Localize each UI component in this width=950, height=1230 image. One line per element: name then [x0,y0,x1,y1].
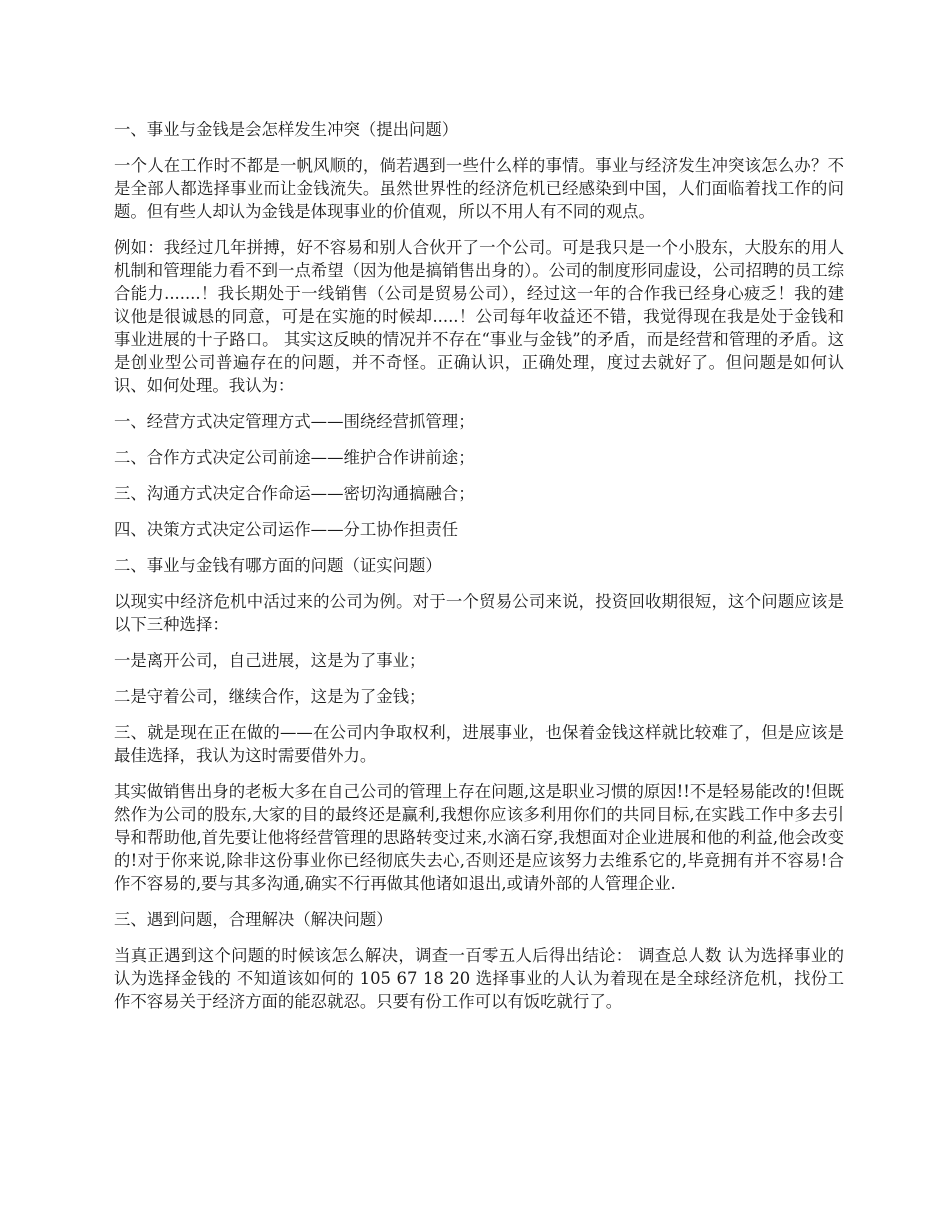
choice-1: 一是离开公司，自己进展，这是为了事业； [114,651,426,670]
list-item-4: 四、决策方式决定公司运作——分工协作担责任 [114,520,459,539]
list-item-3: 三、沟通方式决定合作命运——密切沟通搞融合； [114,484,475,503]
section-heading-2: 二、事业与金钱有哪方面的问题（证实问题） [114,556,442,575]
paragraph-case: 以现实中经济危机中活过来的公司为例。对于一个贸易公司来说，投资回收期很短，这个问题应该是以下三种选择： [114,592,844,634]
paragraph-advice: 其实做销售出身的老板大多在自己公司的管理上存在问题,这是职业习惯的原因!!不是轻易能改的!但既然作为公司的股东,大家的目的最终还是赢利,我想你应该多利用你们的共同目标,在实践工作中多去引导和帮助他,首先要让他将经营管理的思路转变过来,水滴石穿,我想面对企业进展和他的利益,他会改变的!对于你来说,除非这份事业你已经彻底失去心,否则还是应该努力去维系它的,毕竟拥有并不容易!合作不容易的,要与其多沟通,确实不行再做其他诸如退出,或请外部的人管理企业. [114,782,844,893]
paragraph-survey: 当真正遇到这个问题的时候该怎么解决，调查一百零五人后得出结论： 调查总人数 认为选择事业的 认为选择金钱的 不知道该如何的 105 67 18 20 选择事业的人认为着现在是全球经济危机，找份工作不容易关于经济方面的能忍就忍。只要有份工作可以有饭吃就行了。 [114,946,844,1011]
list-item-2: 二、合作方式决定公司前途——维护合作讲前途； [114,448,475,467]
paragraph-intro: 一个人在工作时不都是一帆风顺的，倘若遇到一些什么样的事情。事业与经济发生冲突该怎么办？不是全部人都选择事业而让金钱流失。虽然世界性的经济危机已经感染到中国，人们面临着找工作的问题。但有些人却认为金钱是体现事业的价值观，所以不用人有不同的观点。 [114,156,844,221]
document-page [114,118,844,1026]
choice-2: 二是守着公司，继续合作，这是为了金钱； [114,687,426,706]
section-heading-3: 三、遇到问题，合理解决（解决问题） [114,910,393,929]
section-heading-1: 一、事业与金钱是会怎样发生冲突（提出问题） [114,120,459,139]
choice-3: 三、就是现在正在做的——在公司内争取权利，进展事业，也保着金钱这样就比较难了，但是应该是最佳选择，我认为这时需要借外力。 [114,723,844,765]
paragraph-example: 例如：我经过几年拼搏，好不容易和别人合伙开了一个公司。可是我只是一个小股东，大股东的用人机制和管理能力看不到一点希望（因为他是搞销售出身的）。公司的制度形同虚设，公司招聘的员工综合能力.......！我长期处于一线销售（公司是贸易公司），经过这一年的合作我已经身心疲乏！我的建议他是很诚恳的同意，可是在实施的时候却.....！公司每年收益还不错，我觉得现在我是处于金钱和事业进展的十子路口。 其实这反映的情况并不存在“事业与金钱”的矛盾，而是经营和管理的矛盾。这是创业型公司普遍存在的问题，并不奇怪。正确认识，正确处理，度过去就好了。但问题是如何认识、如何处理。我认为： [114,238,844,395]
list-item-1: 一、经营方式决定管理方式——围绕经营抓管理； [114,412,475,431]
